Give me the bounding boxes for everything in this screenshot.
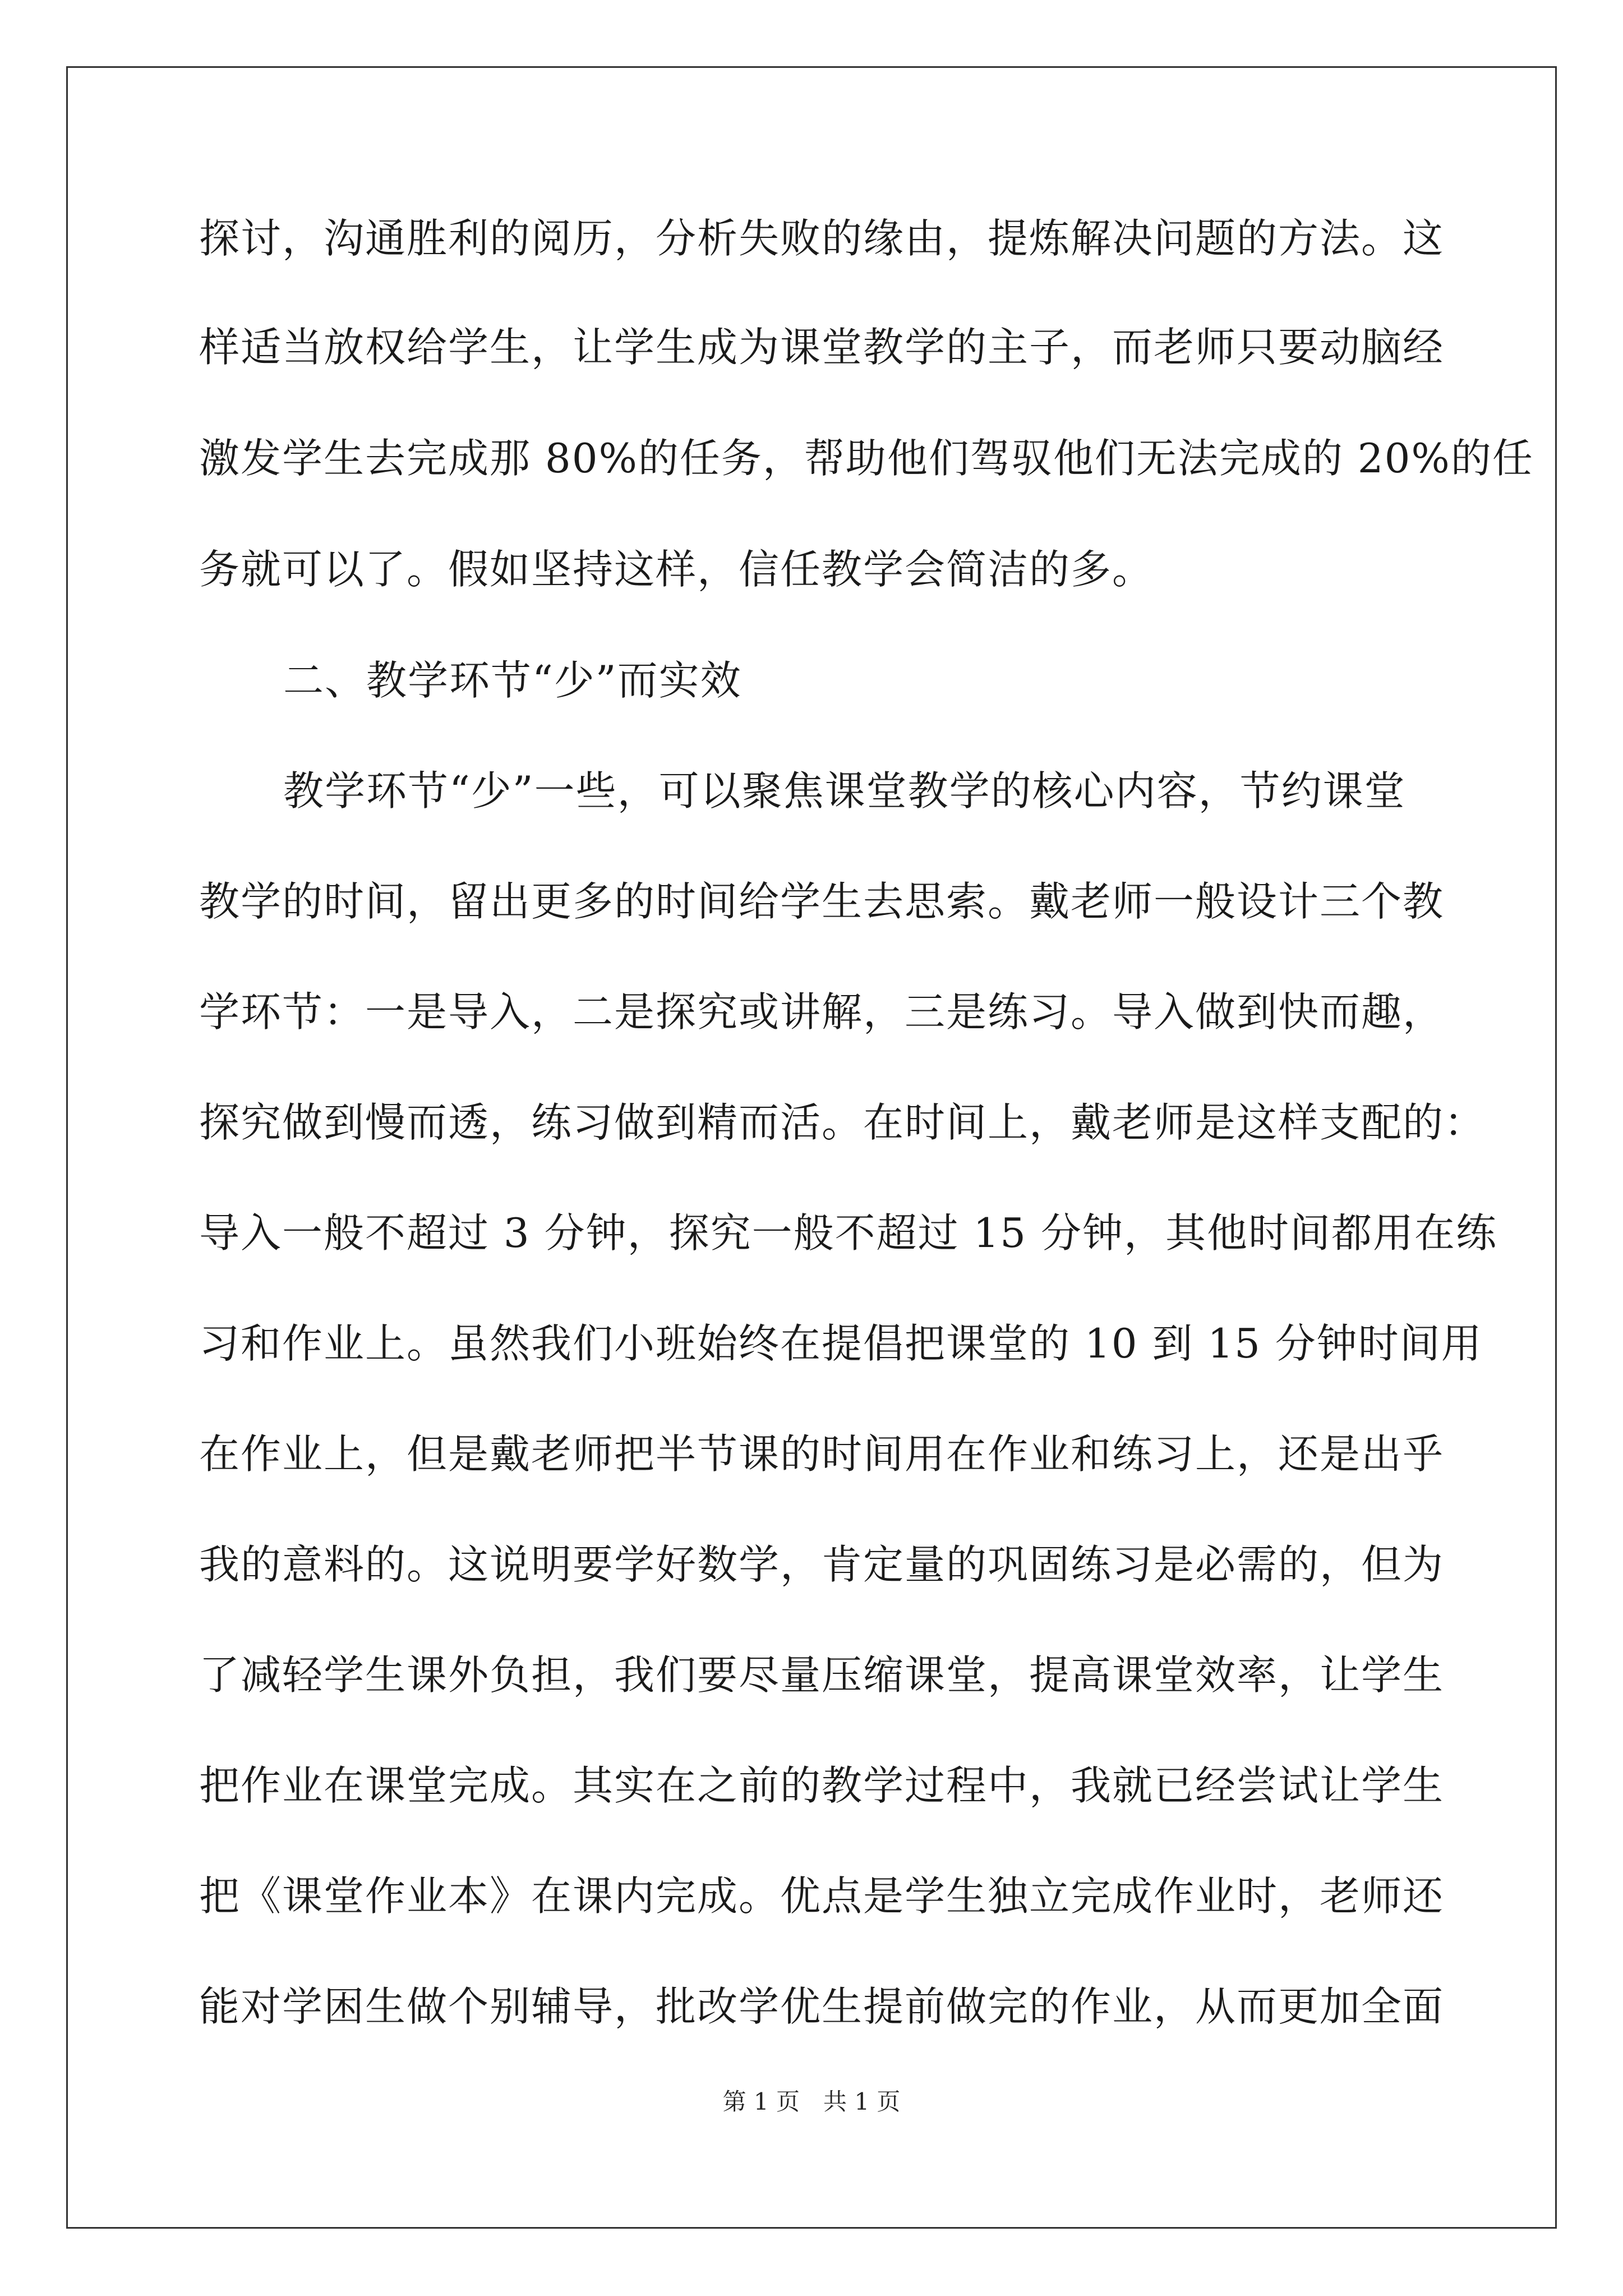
text-line: 教学环节“少”一些，可以聚焦课堂教学的核心内容，节约课堂 <box>283 767 1406 815</box>
text-line: 务就可以了。假如坚持这样，信任教学会简洁的多。 <box>199 546 1154 593</box>
text-line: 我的意料的。这说明要学好数学，肯定量的巩固练习是必需的，但为 <box>199 1541 1445 1588</box>
text-line: 习和作业上。虽然我们小班始终在提倡把课堂的 10 到 15 分钟时间用 <box>199 1320 1483 1367</box>
text-line: 在作业上，但是戴老师把半节课的时间用在作业和练习上，还是出乎 <box>199 1430 1445 1478</box>
text-line: 样适当放权给学生，让学生成为课堂教学的主子，而老师只要动脑经 <box>199 324 1445 371</box>
section-heading: 二、教学环节“少”而实效 <box>283 657 742 704</box>
text-line: 激发学生去完成那 80%的任务，帮助他们驾驭他们无法完成的 20%的任 <box>199 435 1534 482</box>
text-line: 能对学困生做个别辅导，批改学优生提前做完的作业，从而更加全面 <box>199 1983 1445 2030</box>
text-line: 学环节：一是导入，二是探究或讲解，三是练习。导入做到快而趣， <box>199 988 1445 1036</box>
text-line: 把作业在课堂完成。其实在之前的教学过程中，我就已经尝试让学生 <box>199 1762 1445 1809</box>
page-number-footer: 第 1 页 共 1 页 <box>722 2088 901 2115</box>
text-line: 教学的时间，留出更多的时间给学生去思索。戴老师一般设计三个教 <box>199 878 1445 925</box>
text-line: 探究做到慢而透，练习做到精而活。在时间上，戴老师是这样支配的： <box>199 1099 1486 1146</box>
text-line: 导入一般不超过 3 分钟，探究一般不超过 15 分钟，其他时间都用在练 <box>199 1209 1497 1257</box>
text-line: 把《课堂作业本》在课内完成。优点是学生独立完成作业时，老师还 <box>199 1872 1445 1920</box>
text-line: 探讨，沟通胜利的阅历，分析失败的缘由，提炼解决问题的方法。这 <box>199 215 1445 262</box>
text-line: 了减轻学生课外负担，我们要尽量压缩课堂，提高课堂效率，让学生 <box>199 1651 1445 1699</box>
